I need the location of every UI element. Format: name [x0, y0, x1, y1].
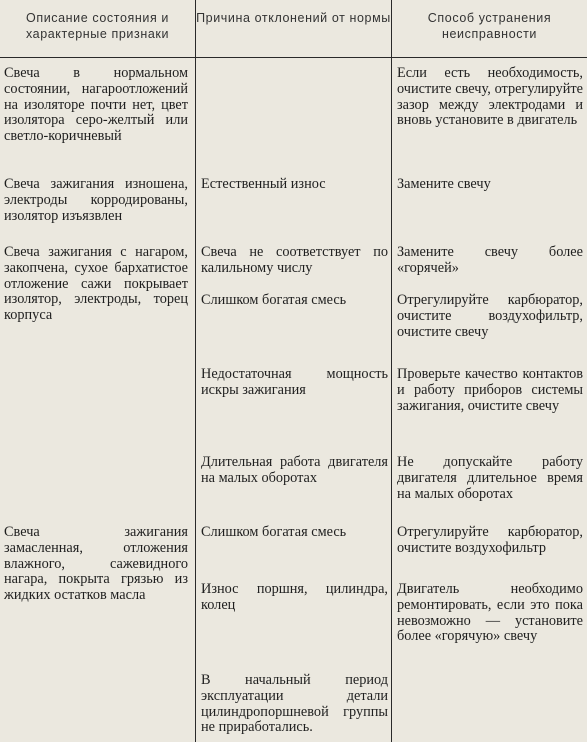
row1-remedy: Если есть необходимость, очистите свечу, отрегулируйте зазор между электродами и вновь установите в двигатель [397, 65, 583, 129]
header-col-description: Описание состояния и характерные признаки [25, 11, 170, 41]
row3-cause-4: Длительная работа двигателя на малых оборотах [201, 454, 388, 486]
row4-remedy-2: Двигатель необходимо ремонтировать, если это пока невозможно — установите более «горячую» свечу [397, 581, 583, 645]
column-divider-2 [391, 0, 392, 742]
row4-cause-3: В начальный период эксплуатации детали цилиндропоршневой группы не приработались. [201, 672, 388, 736]
row2-cause: Естественный износ [201, 176, 326, 192]
row3-remedy-2: Отрегулируйте карбюратор, очистите воздухофильтр, очистите свечу [397, 292, 583, 340]
row3-remedy-3: Проверьте качество контактов и работу приборов системы зажигания, очистите свечу [397, 366, 583, 414]
row3-remedy-4: Не допускайте работу двигателя длительное время на малых оборотах [397, 454, 583, 502]
header-divider [0, 57, 587, 58]
row2-remedy: Замените свечу [397, 176, 491, 192]
header-col-cause: Причина отклонений от нормы [196, 11, 391, 25]
row3-cause-1: Свеча не соответствует по калильному числу [201, 244, 388, 276]
row4-cause-1: Слишком богатая смесь [201, 524, 347, 540]
header-col-remedy: Способ устранения неисправности [427, 11, 552, 41]
column-divider-1 [195, 0, 196, 742]
row1-description: Свеча в нормальном состоянии, нагароотложений на изоляторе почти нет, цвет изолятора серо-желтый или светло-коричневый [4, 65, 188, 145]
row3-cause-3: Недостаточная мощность искры зажигания [201, 366, 388, 398]
row4-remedy-1: Отрегулируйте карбюратор, очистите воздухофильтр [397, 524, 583, 556]
row4-description: Свеча зажигания замасленная, отложения влажного, сажевидного нагара, покрыта грязью из жидких остатков масла [4, 524, 188, 604]
row3-cause-2: Слишком богатая смесь [201, 292, 347, 308]
row3-description: Свеча зажигания с нагаром, закопчена, сухое бархатистое отложение сажи покрывает изолятор, электроды, торец корпуса [4, 244, 188, 324]
row2-description: Свеча зажигания изношена, электроды корродированы, изолятор изъязвлен [4, 176, 188, 224]
row4-cause-2: Износ поршня, цилиндра, колец [201, 581, 388, 613]
row3-remedy-1: Замените свечу более «горячей» [397, 244, 583, 276]
